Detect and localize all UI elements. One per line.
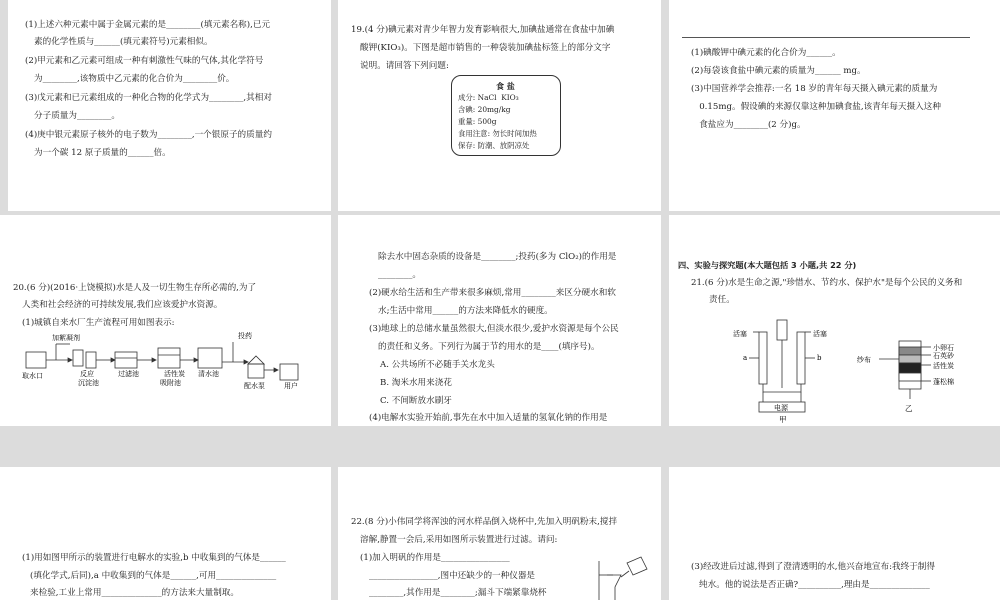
diagram-label: 反应 — [80, 370, 94, 378]
apparatus-label: 小卵石 — [933, 344, 954, 352]
text-line: 食盐应为________(2 分)g。 — [691, 120, 806, 130]
separator-line — [682, 37, 970, 38]
apparatus-label: 纱布 — [857, 356, 871, 364]
text-line: ________,其作用是________;漏斗下端紧靠烧杯 — [369, 588, 547, 598]
apparatus-label: 活塞 — [813, 330, 827, 338]
text-line: (2)硬水给生活和生产带来很多麻烦,常用________来区分硬水和软 — [369, 288, 616, 298]
apparatus-label: 活塞 — [733, 330, 747, 338]
text-line: (3)地球上的总储水量虽然很大,但淡水很少,爱护水资源是每个公民 — [369, 324, 619, 334]
page-panel-3 — [669, 0, 1000, 211]
salt-label-title: 食 盐 — [496, 82, 515, 91]
text-line: 责任。 — [709, 295, 735, 305]
apparatus-caption: 甲 — [779, 415, 787, 424]
apparatus-label: 电源 — [774, 404, 788, 412]
page-panel-6 — [669, 215, 1000, 426]
diagram-label: 配水泵 — [244, 382, 265, 390]
text-line: 说明。请回答下列问题: — [360, 61, 449, 71]
text-line: (3)中国营养学会推荐:一名 18 岁的青年每天摄入碘元素的质量为 — [691, 84, 938, 94]
text-line: 水;生活中常用______的方法来降低水的硬度。 — [378, 306, 553, 316]
text-line: (填化学式,后同),a 中收集到的气体是______,可用______________ — [30, 571, 277, 581]
apparatus-label: 活性炭 — [933, 362, 954, 370]
water-treatment-flow-diagram — [18, 330, 318, 410]
text-line: (1)碘酸钾中碘元素的化合价为______。 — [691, 48, 841, 58]
carbon-tank — [158, 348, 180, 368]
diagram-label: 清水池 — [198, 370, 219, 378]
text-line: 酸钾(KIO₃)。下图是超市销售的一种袋装加碘盐标签上的部分文字 — [360, 43, 611, 53]
text-line: (4)电解水实验开始前,事先在水中加入适量的氢氧化钠的作用是 — [369, 413, 608, 423]
apparatus-caption: 乙 — [905, 404, 913, 413]
page-panel-7 — [0, 467, 331, 600]
section-heading: 四、实验与探究题(本大题包括 3 小题,共 22 分) — [678, 260, 857, 270]
diagram-label: 加絮凝剂 — [52, 334, 80, 342]
text-line: 人类和社会经济的可持续发展,我们应该爱护水资源。 — [22, 300, 223, 310]
diagram-label: 用户 — [284, 382, 298, 390]
diagram-label: 活性炭 — [164, 370, 185, 378]
apparatus-label: a — [743, 354, 748, 362]
text-line: (1)城镇自来水厂生产流程可用如图表示: — [22, 318, 175, 328]
text-line: (4)庚中银元素原子核外的电子数为________,一个银原子的质量约 — [25, 130, 272, 140]
text-line: ________。 — [378, 270, 421, 280]
filter-tank — [115, 352, 137, 368]
text-line: 除去水中固态杂质的设备是________;投药(多为 ClO₂)的作用是 — [378, 252, 617, 262]
text-line: 0.15mg。假设碘的来源仅靠这种加碘食盐,该青年每天摄入这种 — [691, 102, 941, 112]
diagram-label: 过滤池 — [118, 370, 139, 378]
clean-water-tank — [198, 348, 222, 368]
salt-label-row: 保存: 防潮、放阴凉处 — [458, 141, 530, 150]
text-line: (2)每袋该食盐中碘元素的质量为______ mg。 — [691, 66, 866, 76]
text-line: (1)上述六种元素中属于金属元素的是________(填元素名称),已元 — [25, 20, 271, 30]
option-c: C. 不间断放水刷牙 — [380, 396, 452, 406]
salt-label-box — [451, 75, 561, 156]
pump-box — [248, 364, 264, 378]
electrolysis-apparatus-jia — [733, 310, 849, 424]
text-line: 溶解,静置一会后,采用如图所示装置进行过滤。请问: — [360, 535, 558, 545]
question-19-text: 19.(4 分)碘元素对青少年智力发育影响很大,加碘盐通常在食盐中加碘 — [351, 25, 615, 35]
text-line: 来检验,工业上常用______________的方法来大量制取。 — [30, 588, 239, 598]
text-line: (1)用如图甲所示的装置进行电解水的实验,b 中收集到的气体是______ — [22, 553, 286, 563]
filter-apparatus-yi — [849, 333, 979, 423]
page-panel-1 — [8, 0, 331, 211]
page-panel-2 — [338, 0, 661, 211]
option-a: A. 公共场所不必随手关水龙头 — [380, 360, 495, 370]
text-line: 分子质量为________。 — [34, 111, 120, 121]
apparatus-label: b — [817, 354, 822, 362]
page-panel-5 — [338, 215, 661, 426]
salt-label-row: 成分: NaCl KIO₃ — [458, 93, 519, 102]
question-22-text: 22.(8 分)小伟同学将浑浊的河水样品倒入烧杯中,先加入明矾粉末,搅拌 — [351, 517, 618, 527]
user-box — [280, 364, 298, 380]
diagram-label: 吸附池 — [160, 379, 181, 387]
question-20-text: 20.(6 分)(2016·上饶模拟)水是人及一切生物生存所必需的,为了 — [13, 283, 257, 293]
page-panel-9 — [669, 467, 1000, 600]
text-line: 的责任和义务。下列行为属于节约用水的是____(填序号)。 — [378, 342, 600, 352]
text-line: 为________,该物质中乙元素的化合价为________价。 — [34, 74, 235, 84]
text-line: 为一个碳 12 原子质量的______倍。 — [34, 148, 171, 158]
salt-label-row: 重量: 500g — [458, 117, 497, 126]
text-line: ________________,图中还缺少的一种仪器是 — [369, 571, 536, 581]
text-line: (2)甲元素和乙元素可组成一种有刺激性气味的气体,其化学符号 — [25, 56, 264, 66]
text-line: (3)戊元素和已元素组成的一种化合物的化学式为________,其相对 — [25, 93, 272, 103]
text-line: (3)经改进后过滤,得到了澄清透明的水,他兴奋地宣布:我终于制得 — [691, 562, 935, 572]
diagram-label: 沉淀池 — [78, 379, 99, 387]
option-b: B. 淘米水用来浇花 — [380, 378, 452, 388]
apparatus-label: 蓬松棉 — [933, 378, 954, 386]
page-panel-8 — [338, 467, 661, 600]
salt-label-row: 食用注意: 勿长时间加热 — [458, 129, 537, 138]
text-line: 素的化学性质与______(填元素符号)元素相似。 — [34, 37, 213, 47]
intake-box — [26, 352, 46, 368]
text-line: 纯水。他的说法是否正确?__________,理由是______________ — [699, 580, 930, 590]
diagram-label: 投药 — [238, 332, 252, 340]
apparatus-label: 石英砂 — [933, 352, 954, 360]
salt-label-row: 含碘: 20mg/kg — [458, 105, 511, 114]
page-panel-4 — [0, 215, 331, 426]
diagram-label: 取水口 — [22, 372, 43, 380]
question-21-text: 21.(6 分)水是生命之源,"珍惜水、节约水、保护水"是每个公民的义务和 — [691, 278, 963, 288]
text-line: (1)加入明矾的作用是________________ — [360, 553, 510, 563]
filtration-setup-figure — [593, 557, 653, 600]
